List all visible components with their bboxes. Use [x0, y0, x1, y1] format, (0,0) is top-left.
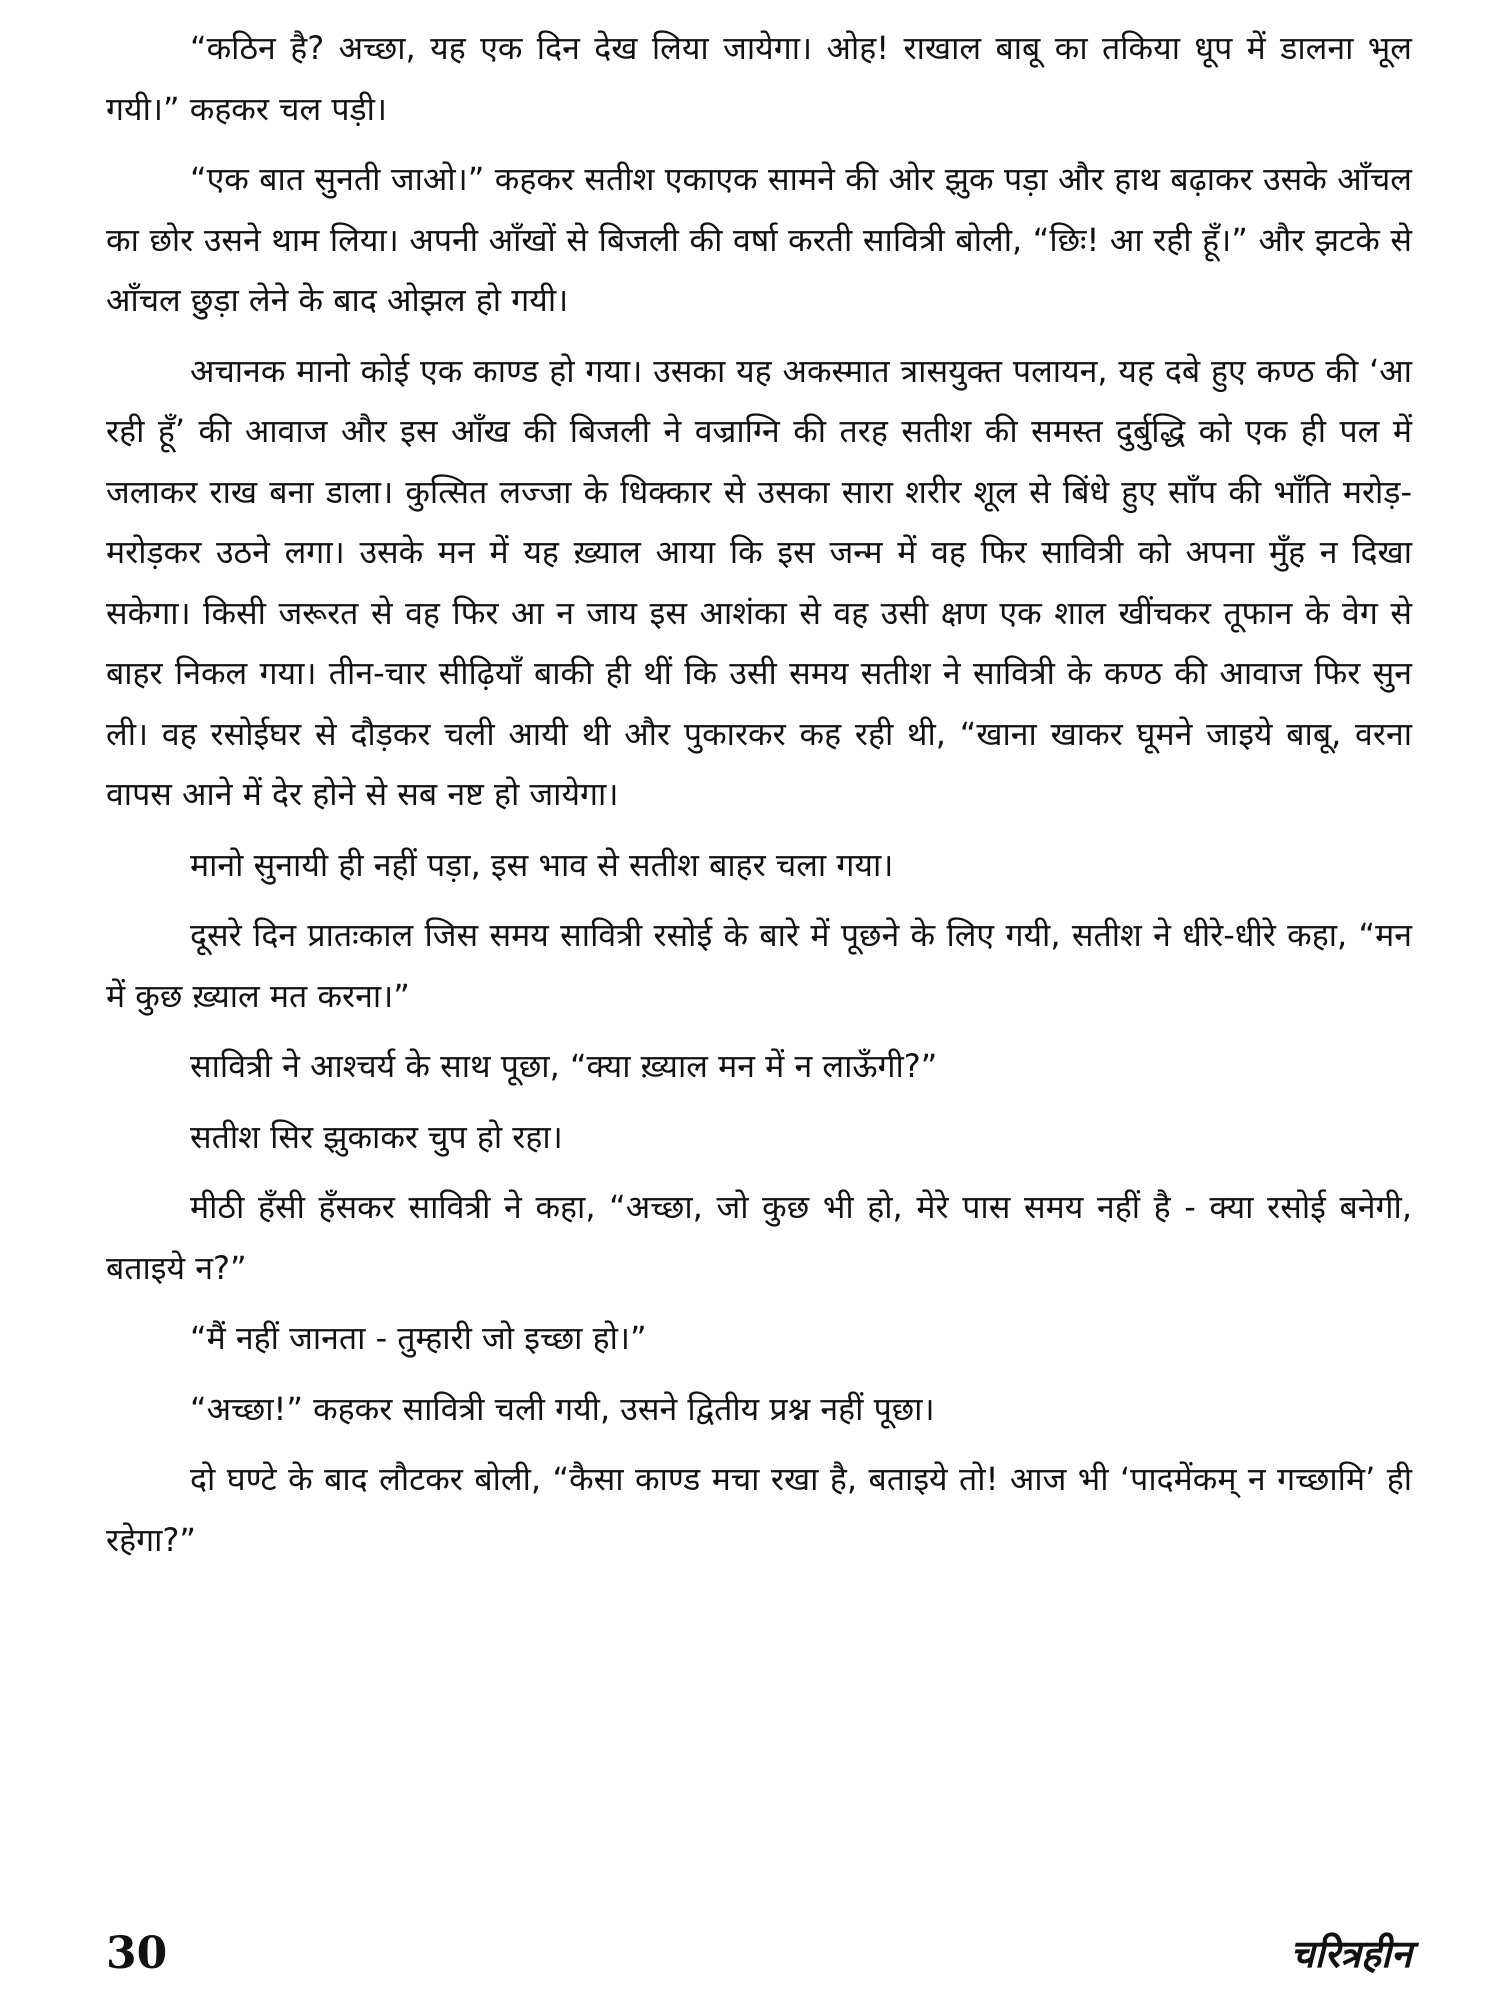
paragraph-1: “कठिन है? अच्छा, यह एक दिन देख लिया जायेगा। ओह! राखाल बाबू का तकिया धूप में डालना भूल गयी।” कहकर चल पड़ी।: [106, 29, 1412, 128]
running-title: चरित्रहीन: [1290, 1932, 1412, 1976]
paragraph-5: दूसरे दिन प्रातःकाल जिस समय सावित्री रसोई के बारे में पूछने के लिए गयी, सतीश ने धीरे-धीरे कहा, “मन में कुछ ख़्याल मत करना।”: [106, 916, 1412, 1015]
paragraph-3: अचानक मानो कोई एक काण्ड हो गया। उसका यह अकस्मात त्रासयुक्त पलायन, यह दबे हुए कण्ठ की ‘आ रही हूँ’ की आवाज और इस आँख की बिजली ने वज्राग्नि की तरह सतीश की समस्त दुर्बुद्धि को एक ही पल में जलाकर राख बना डाला। कुत्सित लज्जा के धिक्कार से उसका सारा शरीर शूल से बिंधे हुए साँप की भाँति मरोड़-मरोड़कर उठने लगा। उसके मन में यह ख़्याल आया कि इस जन्म में वह फिर सावित्री को अपना मुँह न दिखा सकेगा। किसी जरूरत से वह फिर आ न जाय इस आशंका से वह उसी क्षण एक शाल खींचकर तूफान के वेग से बाहर निकल गया। तीन-चार सीढ़ियाँ बाकी ही थीं कि उसी समय सतीश ने सावित्री के कण्ठ की आवाज फिर सुन ली। वह रसोईघर से दौड़कर चली आयी थी और पुकारकर कह रही थी, “खाना खाकर घूमने जाइये बाबू, वरना वापस आने में देर होने से सब नष्ट हो जायेगा।: [106, 351, 1412, 813]
paragraph-2: “एक बात सुनती जाओ।” कहकर सतीश एकाएक सामने की ओर झुक पड़ा और हाथ बढ़ाकर उसके आँचल का छोर उसने थाम लिया। अपनी आँखों से बिजली की वर्षा करती सावित्री बोली, “छिः! आ रही हूँ।” और झटके से आँचल छुड़ा लेने के बाद ओझल हो गयी।: [106, 160, 1412, 319]
paragraph-9: “मैं नहीं जानता - तुम्हारी जो इच्छा हो।”: [190, 1319, 647, 1357]
paragraph-6: सावित्री ने आश्चर्य के साथ पूछा, “क्या ख़्याल मन में न लाऊँगी?”: [190, 1047, 938, 1085]
page-number: 30: [106, 1928, 168, 1979]
paragraph-11: दो घण्टे के बाद लौटकर बोली, “कैसा काण्ड मचा रखा है, बताइये तो! आज भी ‘पादमेंकम् न गच्छामि’ ही रहेगा?”: [106, 1460, 1412, 1559]
page-footer: [106, 1928, 1412, 1988]
paragraph-4: मानो सुनायी ही नहीं पड़ा, इस भाव से सतीश बाहर चला गया।: [190, 845, 894, 884]
body-text: [106, 18, 1412, 1570]
paragraph-7: सतीश सिर झुकाकर चुप हो रहा।: [190, 1117, 563, 1156]
paragraph-8: मीठी हँसी हँसकर सावित्री ने कहा, “अच्छा, जो कुछ भी हो, मेरे पास समय नहीं है - क्या रसोई बनेगी, बताइये न?”: [106, 1188, 1412, 1287]
paragraph-10: “अच्छा!” कहकर सावित्री चली गयी, उसने द्वितीय प्रश्न नहीं पूछा।: [190, 1389, 935, 1428]
